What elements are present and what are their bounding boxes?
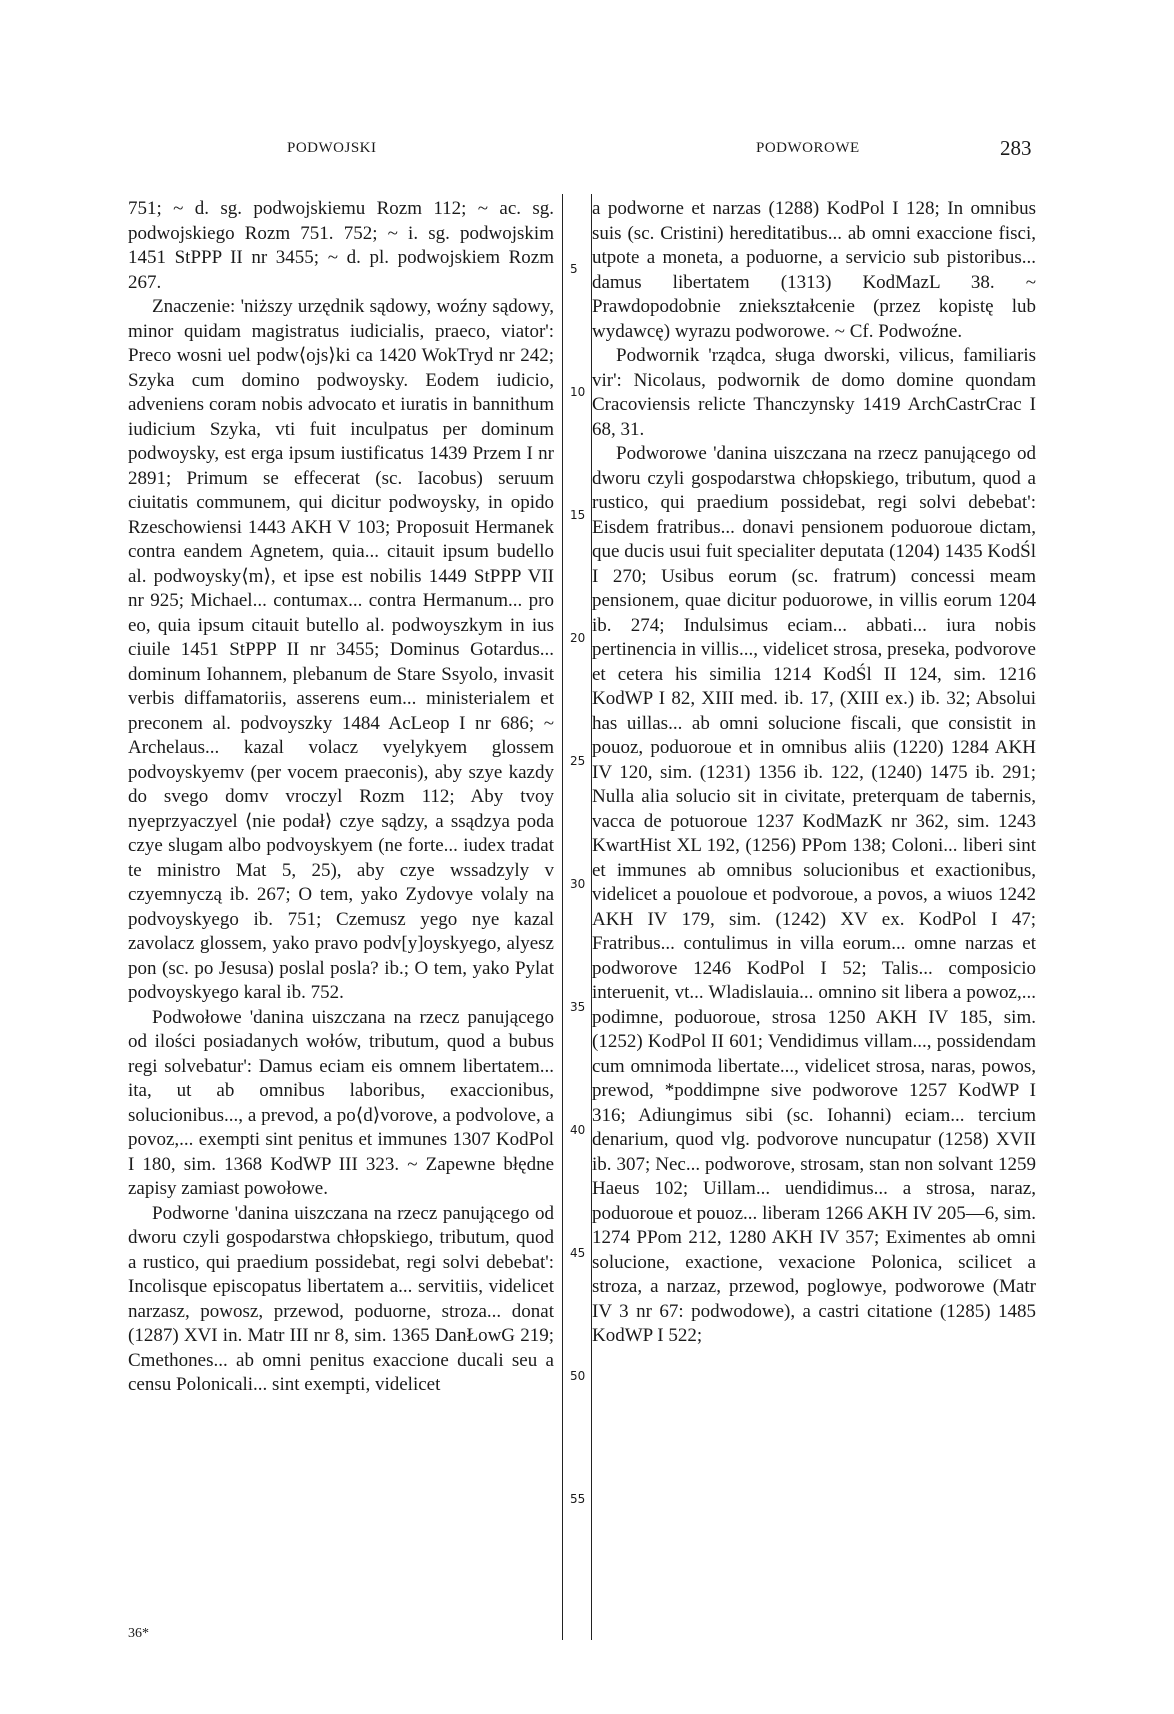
entry-meaning: Znaczenie: 'niższy urzędnik sądowy, woźny sądowy, minor quidam magistratus iudicialis, praeco, viator': Preco wosni uel podw⟨ojs⟩ki ca 1420 WokTryd nr 242; Szyka cum domino podwoysky. Eodem iudicio, adveniens coram nobis advocato et iuratis in bannithum iudicium Szyka, vti fuit inculpatus per dominum podwoysky, est erga ipsum iustificatus 1439 Przem I nr 2891; Primum se effecerat (sc. Iacobus) seruum ciuitatis communem, qui dicitur podwoysky, in opido Rzeschowiensi 1443 AKH V 103; Proposuit Hermanek contra eandem Agnetem, quia... citauit ipsum budello al. podwoysky⟨m⟩, et ipse est nobilis 1449 StPPP VII nr 925; Michael... contumax... contra Hermanum... pro eo, quia ipsum citauit butello al. podwoyszkym in ius ciuile 1451 StPPP II nr 3455; Dominus Gotardus... dominum Iohannem, plebanum de Stare Ssyolo, invasit verbis diffamatoriis, asserens eum... ministerialem et preconem al. podvoyszky 1484 AcLeop I nr 686; ~ Archelaus... kazal volacz vyelykyem glossem podvoyskyemv (per vocem praeconis), aby szye kazdy do svego domv vroczyl Rozm 112; Aby tvoy nyeprzyaczyel ⟨nie podał⟩ czye sądzy, a ssądzya poda czye slugam albo podvoyskyem (ne forte... iudex tradat te ministro Mat 5, 25), aby czye wssadzyly v czyemnyczą ib. 267; O tem, yako Zydovye volaly na podvoyskyego ib. 751; Czemusz yego nye kazal zavolacz glossem, yako pravo podv[y]oyskyego, alyesz pon (sc. po Jesusa) poslal posla? ib.; O tem, yako Pylat podvoyskyego karal ib. 752. — [128, 296, 554, 1003]
entry-podwornik: Podwornik 'rządca, sługa dworski, vilicus, familiaris vir': Nicolaus, podwornik de domo domine quondam Cracoviensis relicte Thanczynsky 1419 ArchCastrCrac I 68, 31. — [592, 345, 1036, 440]
column-rule-left — [562, 194, 563, 1640]
entry-podworowe: Podworowe 'danina uiszczana na rzecz panującego od dworu czyli gospodarstwa chłopskiego, tributum, quod a rustico, qui praedium possidebat, regi solvi debebat': Eisdem fratribus... donavi pensionem poduoroue dictam, que ducis usui fuit specialiter deputata (1204) 1435 KodŚl I 270; Usibus eorum (sc. fratrum) concessi meam pensionem, quae dicitur poduorowe, in villis eorum 1204 ib. 274; Indulsimus eciam... abbati... iura nobis pertinencia in villis..., videlicet strosa, preseka, podvorove et cetera his similia 1214 KodŚl II 124, sim. 1216 KodWP I 82, XIII med. ib. 17, (XIII ex.) ib. 32; Absolui has uillas... ab omni solucione fiscali, que consistit in pouoz, poduoroue et in omnibus aliis (1220) 1284 AKH IV 120, sim. (1231) 1356 ib. 122, (1240) 1475 ib. 291; Nulla alia solucio sit in civitate, preterquam de tabernis, vacca de potuoroue 1237 KodMazK nr 362, sim. 1243 KwartHist XL 192, (1256) PPom 138; Coloni... liberi sint et immunes ab omnibus solucionibus et exactionibus, videlicet a pouoloue et podvoroue, a povos, a wiuos 1242 AKH IV 179, sim. (1242) XV ex. KodPol I 47; Fratribus... contulimus in villa eorum... omne narzas et podworove 1246 KodPol I 52; Talis... composicio interuenit, vt... Wladislauia... omnino sit libera a powoz,... podimne, poduoroue, strosa 1250 AKH IV 185, sim. (1252) KodPol II 601; Vendidimus villam..., possidendam cum omnimoda libertate..., videlicet strosa, naras, powos, prewod, *poddimpne sive podworove 1257 KodWP I 316; Adiungimus sibi (sc. Iohanni) eciam... tercium denarium, quod vlg. podvorove nuncupatur (1258) XVII ib. 307; Nec... podworove, strosam, stan non solvant 1259 Haeus 102; Uillam... uendidimus... a strosa, naraz, poduoroue et pouoz... liberam 1266 AKH IV 205—6, sim. 1274 PPom 212, 1280 AKH IV 357; Eximentes ab omni solucione, exactione, vexacione Polonica, scilicet a stroza, a narzaz, przewod, poglowye, podworowe (Matr IV 3 nr 67: podwodowe), a castri citatione (1285) 1485 KodWP I 522; — [592, 443, 1036, 1346]
line-number: 20 — [570, 631, 586, 645]
line-number: 35 — [570, 1000, 586, 1014]
line-number: 50 — [570, 1369, 586, 1383]
line-number: 55 — [570, 1492, 586, 1506]
running-head-left: PODWOJSKI — [287, 140, 377, 156]
left-column — [128, 197, 554, 1398]
line-number: 45 — [570, 1246, 586, 1260]
line-number: 15 — [570, 508, 586, 522]
printer-signature: 36* — [128, 1626, 149, 1641]
running-head-right: PODWOROWE — [756, 140, 860, 156]
line-number: 25 — [570, 754, 586, 768]
entry-continuation: 751; ~ d. sg. podwojskiemu Rozm 112; ~ ac. sg. podwojskiego Rozm 751. 752; ~ i. sg. podwojskim 1451 StPPP II nr 3455; ~ d. pl. podwojskiem Rozm 267. — [128, 198, 554, 293]
entry-podworne: Podworne 'danina uiszczana na rzecz panującego od dworu czyli gospodarstwa chłopskiego, tributum, quod a rustico, qui praedium possidebat, regi solvi debebat': Incolisque episcopatus libertatem a... servitiis, videlicet narzasz, powosz, przewod, poduorne, stroza... donat (1287) XVI in. Matr III nr 8, sim. 1365 DanŁowG 219; Cmethones... ab omni penitus exaccione ducali seu a censu Polonicali... sint exempti, videlicet — [128, 1202, 554, 1395]
line-number: 40 — [570, 1123, 586, 1137]
line-number: 10 — [570, 385, 586, 399]
line-number: 5 — [570, 262, 578, 276]
line-number: 30 — [570, 877, 586, 891]
entry-podworne-continued: a podworne et narzas (1288) KodPol I 128; In omnibus suis (sc. Cristini) hereditatibus... ab omni exaccione fisci, utpote a moneta, a poduorne, a servicio sub pistoribus... damus libertatem (1313) KodMazL 38. ~ Prawdopodobnie zniekształcenie (przez kopistę lub wydawcę) wyrazu podworowe. ~ Cf. Podwoźne. — [592, 198, 1036, 342]
entry-podwolowe: Podwołowe 'danina uiszczana na rzecz panującego od ilości posiadanych wołów, tributum, quod a bubus regi solvebatur': Damus eciam eis omnem libertatem... ita, ut ab omnibus laboribus, exaccionibus, solucionibus..., a prevod, a po⟨d⟩vorove, a podvolove, a povoz,... exempti sint penitus et immunes 1307 KodPol I 180, sim. 1368 KodWP III 323. ~ Zapewne błędne zapisy zamiast powołowe. — [128, 1006, 554, 1199]
page-number: 283 — [1000, 136, 1032, 160]
right-column — [592, 197, 1036, 1349]
